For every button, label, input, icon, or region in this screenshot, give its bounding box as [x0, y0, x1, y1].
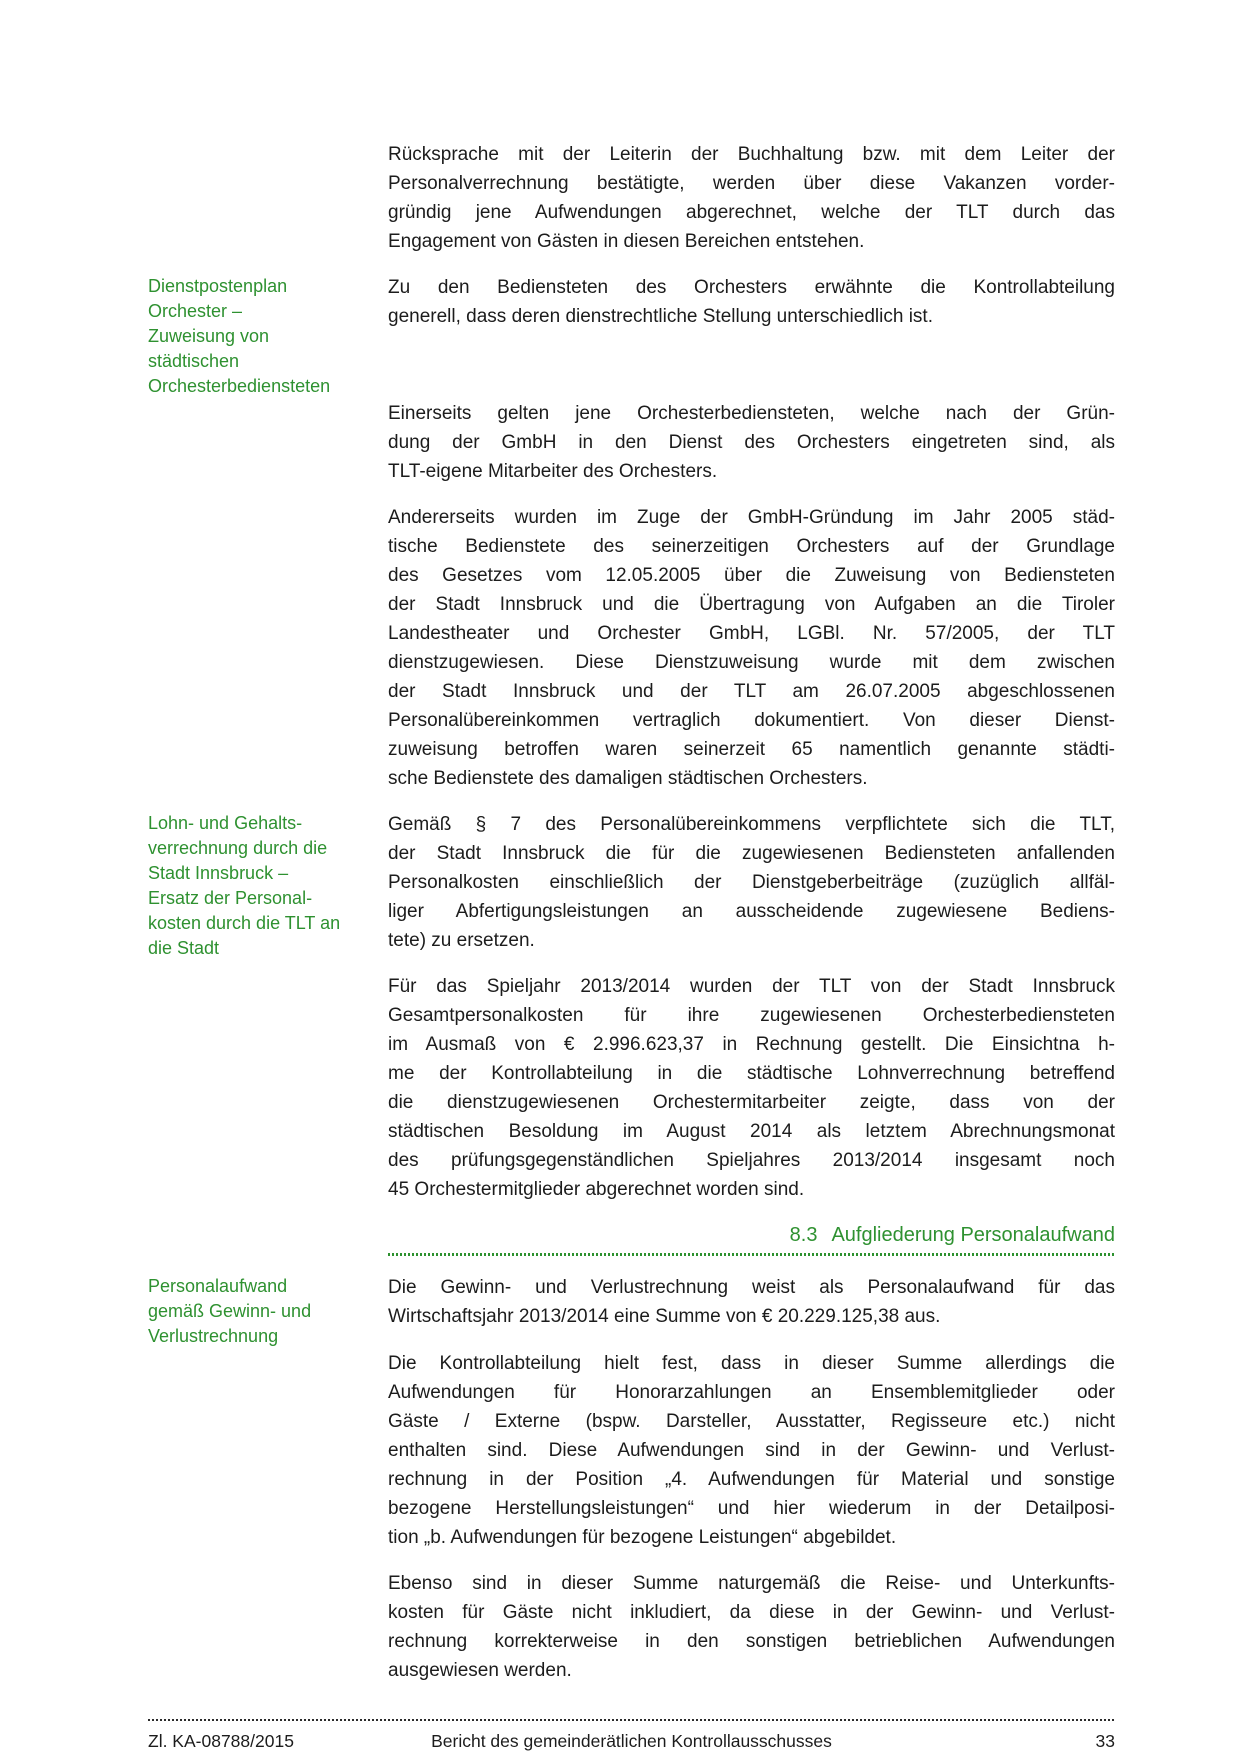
paragraph	[388, 140, 1115, 256]
body-column	[388, 140, 1115, 273]
text-line: Andererseits wurden im Zuge der GmbH-Gründung im Jahr 2005 städ-	[388, 507, 1115, 528]
report-content	[148, 140, 1115, 1752]
section-heading-block	[388, 1221, 1115, 1256]
text-line: zuweisung betroffen waren seinerzeit 65 namentlich genannte städti-	[388, 739, 1115, 760]
text-line: Für das Spieljahr 2013/2014 wurden der TLT von der Stadt Innsbruck	[388, 976, 1115, 997]
section-heading	[388, 1221, 1115, 1250]
text-line: generell, dass deren dienstrechtliche Stellung unterschiedlich ist.	[388, 306, 933, 327]
section-title: Aufgliederung Personalaufwand	[831, 1224, 1115, 1246]
footer-report-title: Bericht des gemeinderätlichen Kontrollausschusses	[431, 1731, 832, 1751]
text-line: Wirtschaftsjahr 2013/2014 eine Summe von € 20.229.125,38 aus.	[388, 1306, 941, 1327]
paragraph-row	[148, 399, 1115, 503]
paragraph	[388, 1349, 1115, 1552]
text-line: der Stadt Innsbruck und die Übertragung von Aufgaben an die Tiroler	[388, 594, 1115, 615]
text-line: 45 Orchestermitglieder abgerechnet worden sind.	[388, 1179, 805, 1200]
text-line: dienstzugewiesen. Diese Dienstzuweisung wurde mit dem zwischen	[388, 652, 1115, 673]
footer-page-number: 33	[1095, 1731, 1115, 1751]
margin-label-line: kosten durch die TLT an	[148, 913, 341, 933]
text-line: des prüfungsgegenständlichen Spieljahres 2013/2014 insgesamt noch	[388, 1150, 1115, 1171]
margin-label-line: gemäß Gewinn- und	[148, 1301, 312, 1321]
paragraph-row	[148, 1349, 1115, 1569]
text-line: gründig jene Aufwendungen abgerechnet, welche der TLT durch das	[388, 202, 1115, 223]
margin-label-column	[148, 810, 388, 961]
paragraph-row	[148, 503, 1115, 810]
text-line: tische Bedienstete des seinerzeitigen Orchesters auf der Grundlage	[388, 536, 1115, 557]
text-line: rechnung korrekterweise in den sonstigen betrieblichen Aufwendungen	[388, 1631, 1115, 1652]
text-line: Aufwendungen für Honorarzahlungen an Ensemblemitglieder oder	[388, 1382, 1115, 1403]
text-line: der Stadt Innsbruck die für die zugewiesenen Bediensteten anfallenden	[388, 843, 1115, 864]
paragraph-row	[148, 140, 1115, 273]
margin-label	[148, 1273, 388, 1349]
text-line: Einerseits gelten jene Orchesterbediensteten, welche nach der Grün-	[388, 403, 1115, 424]
body-column	[388, 273, 1115, 348]
text-line: der Stadt Innsbruck und der TLT am 26.07.2005 abgeschlossenen	[388, 681, 1115, 702]
body-column	[388, 399, 1115, 503]
paragraph	[388, 810, 1115, 955]
paragraph	[388, 1569, 1115, 1685]
body-column	[388, 1221, 1115, 1273]
paragraph	[388, 1273, 1115, 1331]
body-column	[388, 1569, 1115, 1702]
report-blocks	[148, 140, 1115, 1702]
paragraph	[388, 273, 1115, 331]
text-line: Engagement von Gästen in diesen Bereichen entstehen.	[388, 231, 865, 252]
text-line: sche Bedienstete des damaligen städtischen Orchesters.	[388, 768, 868, 789]
text-line: städtischen Besoldung im August 2014 als letztem Abrechnungsmonat	[388, 1121, 1115, 1142]
margin-label-line: Lohn- und Gehalts-	[148, 813, 303, 833]
paragraph-row	[148, 1273, 1115, 1349]
paragraph-row	[148, 810, 1115, 972]
text-line: des Gesetzes vom 12.05.2005 über die Zuweisung von Bediensteten	[388, 565, 1115, 586]
footer-reference-number: Zl. KA-08788/2015	[148, 1731, 294, 1751]
body-column	[388, 1273, 1115, 1348]
margin-label-line: Dienstpostenplan	[148, 276, 288, 296]
margin-label-line: Orchester –	[148, 301, 243, 321]
text-line: enthalten sind. Diese Aufwendungen sind in der Gewinn- und Verlust-	[388, 1440, 1115, 1461]
text-line: bezogene Herstellungsleistungen“ und hier wiederum in der Detailposi-	[388, 1498, 1115, 1519]
text-line: TLT-eigene Mitarbeiter des Orchesters.	[388, 461, 718, 482]
margin-label-line: Ersatz der Personal-	[148, 888, 313, 908]
text-line: Personalverrechnung bestätigte, werden über diese Vakanzen vorder-	[388, 173, 1115, 194]
text-line: kosten für Gäste nicht inkludiert, da diese in der Gewinn- und Verlust-	[388, 1602, 1115, 1623]
text-line: Personalkosten einschließlich der Dienstgeberbeiträge (zuzüglich allfäl-	[388, 872, 1115, 893]
paragraph	[388, 399, 1115, 486]
text-line: dung der GmbH in den Dienst des Orchesters eingetreten sind, als	[388, 432, 1115, 453]
margin-label-line: Stadt Innsbruck –	[148, 863, 289, 883]
text-line: Rücksprache mit der Leiterin der Buchhaltung bzw. mit dem Leiter der	[388, 144, 1115, 165]
paragraph	[388, 972, 1115, 1204]
text-line: me der Kontrollabteilung in die städtische Lohnverrechnung betreffend	[388, 1063, 1115, 1084]
text-line: tete) zu ersetzen.	[388, 930, 535, 951]
footer-row	[148, 1721, 1115, 1752]
text-line: die dienstzugewiesenen Orchestermitarbeiter zeigte, dass von der	[388, 1092, 1115, 1113]
text-line: liger Abfertigungsleistungen an ausscheidende zugewiesene Bediens-	[388, 901, 1115, 922]
heading-dotted-underline	[388, 1253, 1115, 1256]
paragraph-row	[148, 972, 1115, 1221]
margin-label-column	[148, 273, 388, 399]
text-line: Zu den Bediensteten des Orchesters erwähnte die Kontrollabteilung	[388, 277, 1115, 298]
margin-label-line: Personalaufwand	[148, 1276, 288, 1296]
text-line: Landestheater und Orchester GmbH, LGBl. Nr. 57/2005, der TLT	[388, 623, 1115, 644]
text-line: Gesamtpersonalkosten für ihre zugewiesenen Orchesterbediensteten	[388, 1005, 1115, 1026]
paragraph-row	[148, 1569, 1115, 1702]
text-line: Gemäß § 7 des Personalübereinkommens verpflichtete sich die TLT,	[388, 814, 1115, 835]
body-column	[388, 972, 1115, 1221]
text-line: ausgewiesen werden.	[388, 1660, 572, 1681]
margin-label-line: Orchesterbediensteten	[148, 376, 331, 396]
margin-label-line: die Stadt	[148, 938, 220, 958]
margin-label	[148, 810, 388, 961]
body-column	[388, 810, 1115, 972]
text-line: Die Kontrollabteilung hielt fest, dass in dieser Summe allerdings die	[388, 1353, 1115, 1374]
margin-label-line: verrechnung durch die	[148, 838, 328, 858]
margin-label-line: städtischen	[148, 351, 240, 371]
text-line: Die Gewinn- und Verlustrechnung weist als Personalaufwand für das	[388, 1277, 1115, 1298]
margin-label-column	[148, 1273, 388, 1349]
body-column	[388, 503, 1115, 810]
text-line: rechnung in der Position „4. Aufwendungen für Material und sonstige	[388, 1469, 1115, 1490]
body-column	[388, 1349, 1115, 1569]
text-line: im Ausmaß von € 2.996.623,37 in Rechnung gestellt. Die Einsichtna h-	[388, 1034, 1115, 1055]
text-line: Ebenso sind in dieser Summe naturgemäß die Reise- und Unterkunfts-	[388, 1573, 1115, 1594]
paragraph-row	[148, 273, 1115, 399]
text-line: Personalübereinkommen vertraglich dokumentiert. Von dieser Dienst-	[388, 710, 1115, 731]
margin-label	[148, 273, 388, 399]
page-footer	[148, 1719, 1115, 1752]
section-number: 8.3	[789, 1224, 818, 1246]
paragraph	[388, 503, 1115, 793]
section-heading-row	[148, 1221, 1115, 1273]
text-line: Gäste / Externe (bspw. Darsteller, Ausstatter, Regisseure etc.) nicht	[388, 1411, 1115, 1432]
margin-label-line: Verlustrechnung	[148, 1326, 279, 1346]
margin-label-line: Zuweisung von	[148, 326, 270, 346]
text-line: tion „b. Aufwendungen für bezogene Leistungen“ abgebildet.	[388, 1527, 897, 1548]
